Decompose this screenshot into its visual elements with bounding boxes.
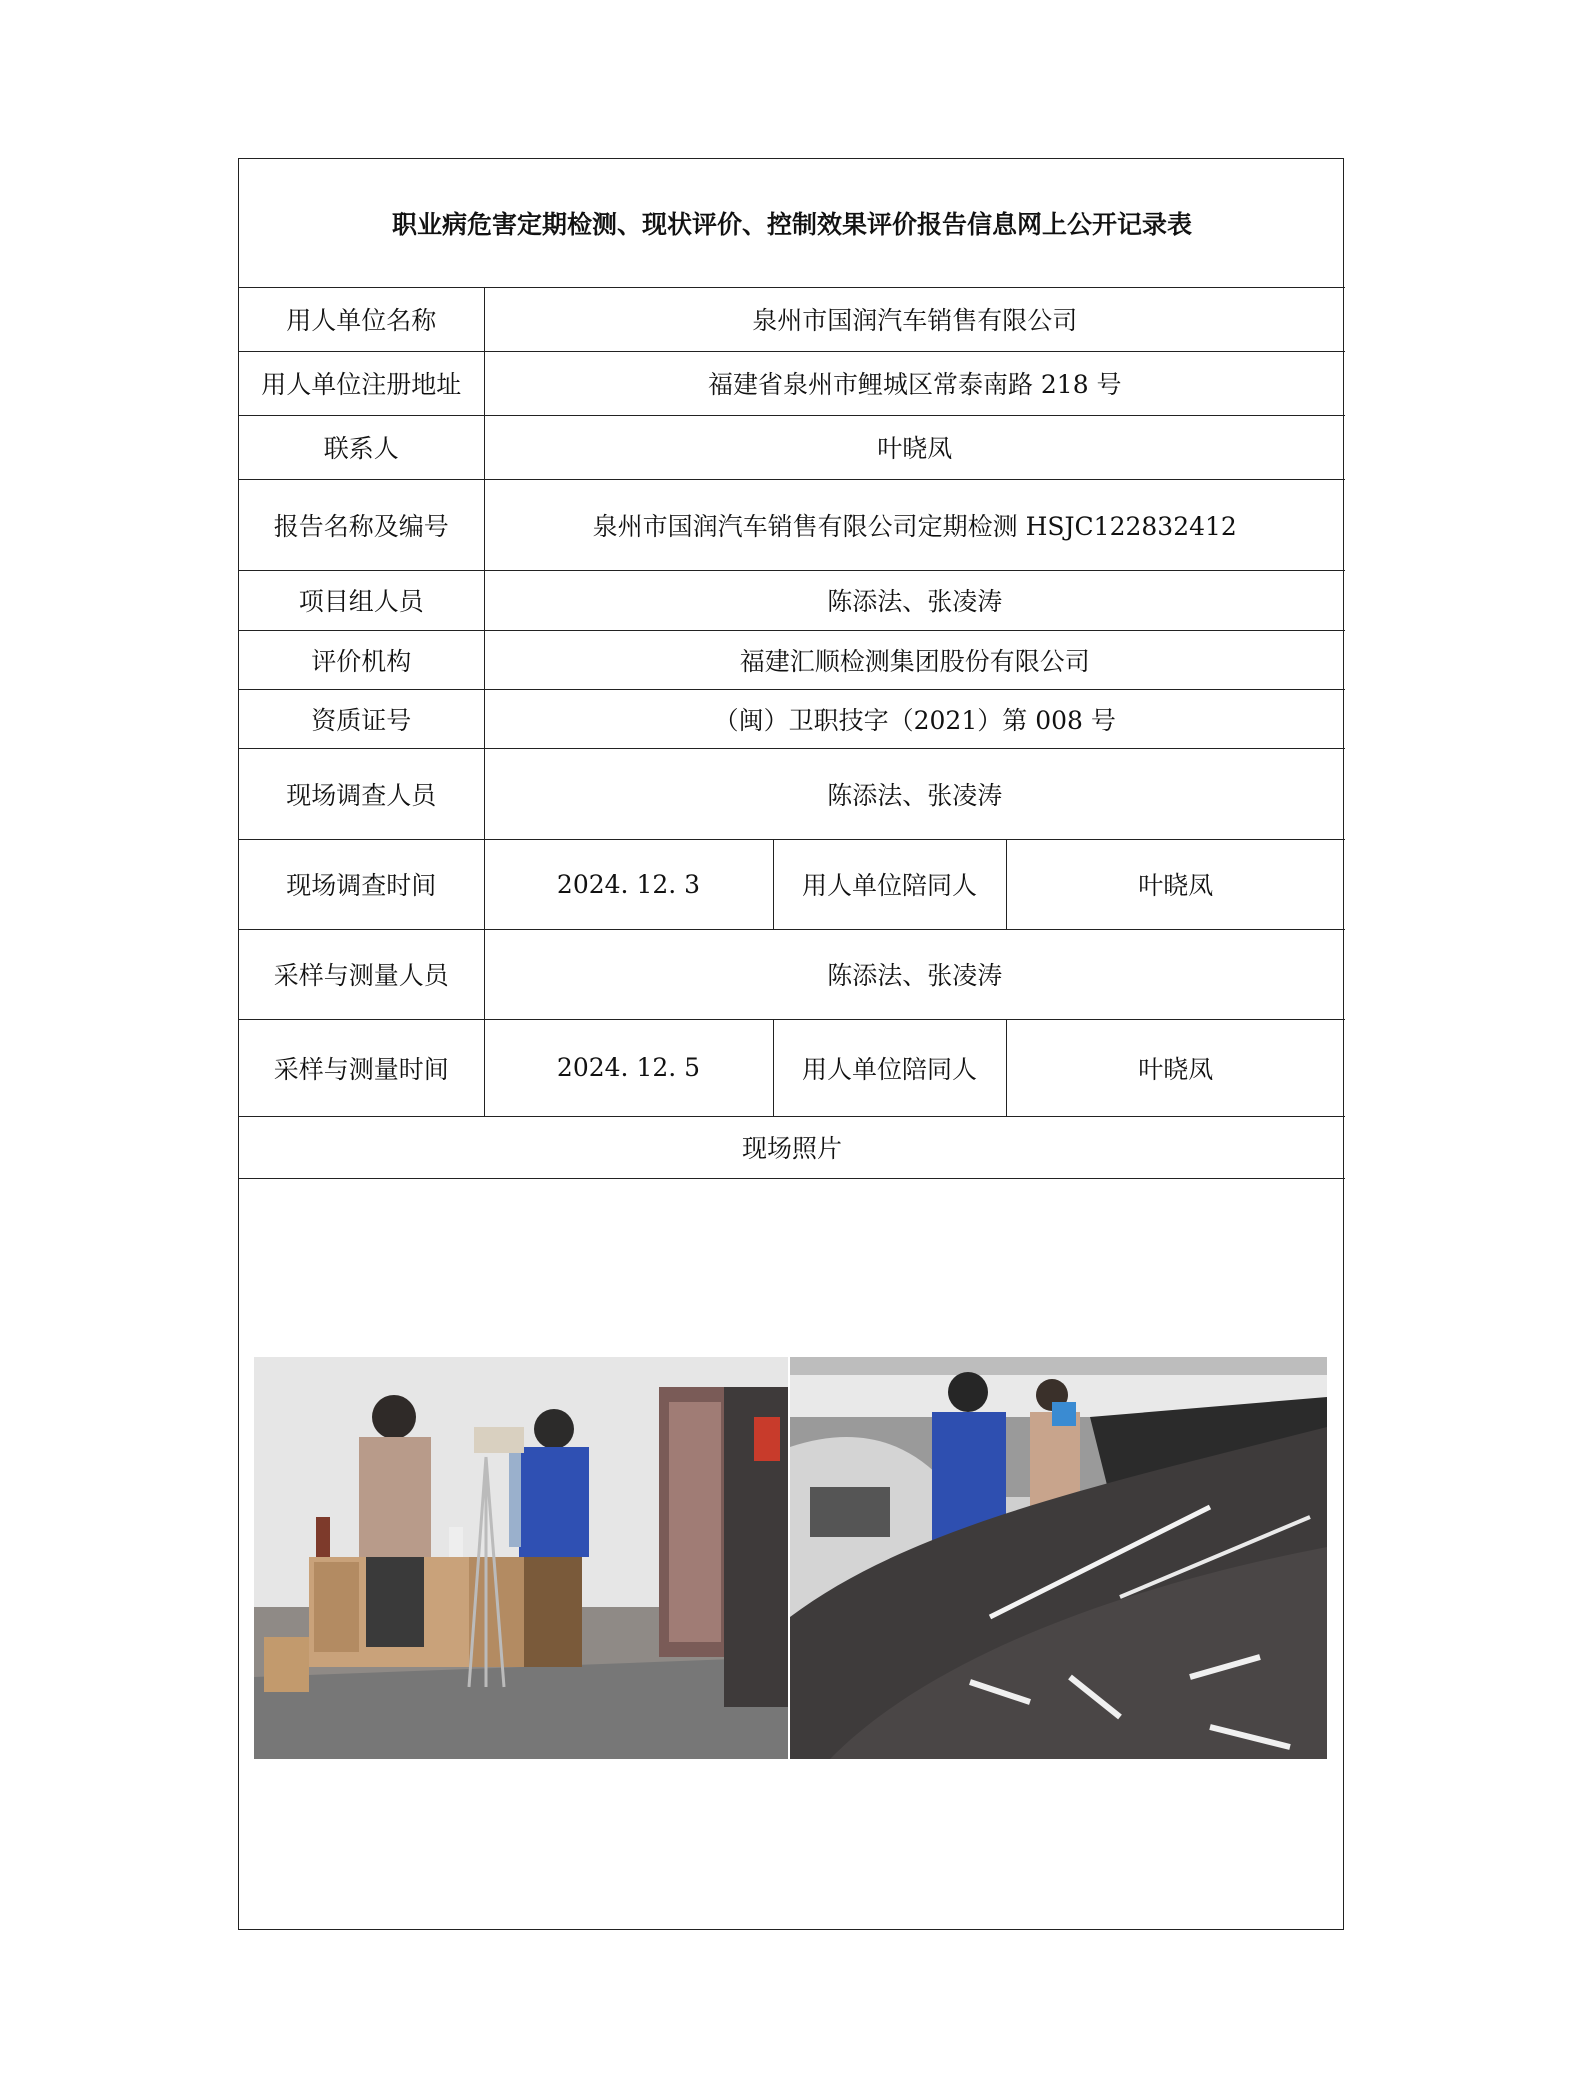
survey-escort-label: 用人单位陪同人 <box>773 839 1006 929</box>
sampling-escort-value: 叶晓凤 <box>1006 1019 1345 1116</box>
photos-cell <box>239 1178 1345 1924</box>
report-value: 泉州市国润汽车销售有限公司定期检测 HSJC122832412 <box>484 479 1345 570</box>
employer-address-value: 福建省泉州市鲤城区常泰南路 218 号 <box>484 351 1345 415</box>
team-value: 陈添法、张凌涛 <box>484 570 1345 630</box>
sampling-escort-label: 用人单位陪同人 <box>773 1019 1006 1116</box>
photos-area <box>239 1179 1345 1924</box>
record-sheet <box>238 158 1344 1930</box>
form-title: 职业病危害定期检测、现状评价、控制效果评价报告信息网上公开记录表 <box>239 159 1345 287</box>
record-table <box>239 159 1345 1924</box>
site-photo-office <box>254 1357 788 1759</box>
sampling-time-value: 2024. 12. 5 <box>484 1019 773 1116</box>
photos-label: 现场照片 <box>239 1116 1345 1178</box>
contact-value: 叶晓凤 <box>484 415 1345 479</box>
site-photo-office-image <box>254 1357 788 1759</box>
survey-escort-value: 叶晓凤 <box>1006 839 1345 929</box>
cert-label: 资质证号 <box>239 689 484 748</box>
team-label: 项目组人员 <box>239 570 484 630</box>
survey-time-value: 2024. 12. 3 <box>484 839 773 929</box>
survey-staff-value: 陈添法、张凌涛 <box>484 748 1345 839</box>
cert-value: （闽）卫职技字（2021）第 008 号 <box>484 689 1345 748</box>
org-label: 评价机构 <box>239 630 484 689</box>
report-label: 报告名称及编号 <box>239 479 484 570</box>
sampling-time-label: 采样与测量时间 <box>239 1019 484 1116</box>
employer-address-label: 用人单位注册地址 <box>239 351 484 415</box>
org-value: 福建汇顺检测集团股份有限公司 <box>484 630 1345 689</box>
site-photo-workshop-image <box>790 1357 1327 1759</box>
contact-label: 联系人 <box>239 415 484 479</box>
employer-name-label: 用人单位名称 <box>239 287 484 351</box>
site-photo-workshop <box>790 1357 1327 1759</box>
survey-staff-label: 现场调查人员 <box>239 748 484 839</box>
sampling-staff-value: 陈添法、张凌涛 <box>484 929 1345 1019</box>
employer-name-value: 泉州市国润汽车销售有限公司 <box>484 287 1345 351</box>
survey-time-label: 现场调查时间 <box>239 839 484 929</box>
sampling-staff-label: 采样与测量人员 <box>239 929 484 1019</box>
